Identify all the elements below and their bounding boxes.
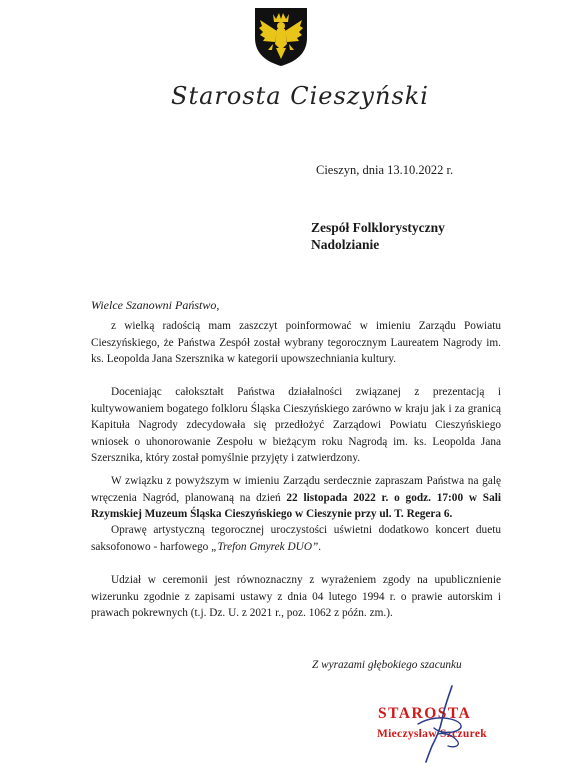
paragraph-4-end: . xyxy=(318,540,322,553)
stamp-name: Mieczysław Szczurek xyxy=(377,728,487,740)
signature-icon xyxy=(408,684,478,764)
paragraph-3-event-details: 22 listopada 2022 r. o godz. 17:00 w Sali Rzymskiej Muzeum Śląska Cieszyńskiego w Cieszynie przy ul. T. Regera 6. xyxy=(91,491,501,521)
coat-of-arms-icon xyxy=(251,4,311,68)
paragraph-2: Doceniając całokształt Państwa działalności związanej z prezentacją i kultywowaniem bogatego folkloru Śląska Cieszyńskiego zarówno w kraju jak i za granicą Kapituła Nagrody zdecydowała się przedłożyć Zarządowi Powiatu Cieszyńskiego wniosek o uhonorowanie Zespołu w bieżącym roku Nagrodą im. ks. Leopolda Jana Szersznika, który został pomyślnie przyjęty i zatwierdzony. xyxy=(91,386,501,465)
paragraph-1: z wielką radością mam zaszczyt poinformować w imieniu Zarządu Powiatu Cieszyńskiego, że Państwa Zespół został wybrany tegorocznym Laureatem Nagrody im. ks. Leopolda Jana Szersznika w kategorii upowszechniania kultury. xyxy=(91,320,501,366)
paragraph-4 xyxy=(91,522,501,555)
letterhead-title: Starosta Cieszyński xyxy=(171,82,429,110)
paragraph-4-performer: „Trefon Gmyrek DUO” xyxy=(211,540,319,553)
addressee-line-1: Zespół Folklorystyczny xyxy=(311,220,445,235)
paragraph-3-text: W związku z powyższym w imieniu Zarządu serdecznie zapraszam Państwa na galę wręczenia Nagród, planowaną na dzień xyxy=(91,475,501,504)
salutation: Wielce Szanowni Państwo, xyxy=(91,298,220,312)
paragraph-5: Udział w ceremonii jest równoznaczny z wyrażeniem zgody na upublicznienie wizerunku zgodnie z zapisami ustawy z dnia 04 lutego 1994 r. o prawie autorskim i prawach pokrewnych (t.j. Dz. U. z 2021 r., poz. 1062 z późn. zm.). xyxy=(91,574,501,620)
place-and-date: Cieszyn, dnia 13.10.2022 r. xyxy=(316,163,454,177)
closing-regards: Z wyrazami głębokiego szacunku xyxy=(312,659,462,671)
paragraph-4-text: Oprawę artystyczną tegorocznej uroczystości uświetni dodatkowo koncert duetu saksofonowo - harfowego xyxy=(91,524,501,553)
paragraph-3 xyxy=(91,473,501,523)
addressee-line-2: Nadolzianie xyxy=(311,237,380,252)
stamp-title: STAROSTA xyxy=(378,705,472,722)
addressee xyxy=(311,219,445,253)
